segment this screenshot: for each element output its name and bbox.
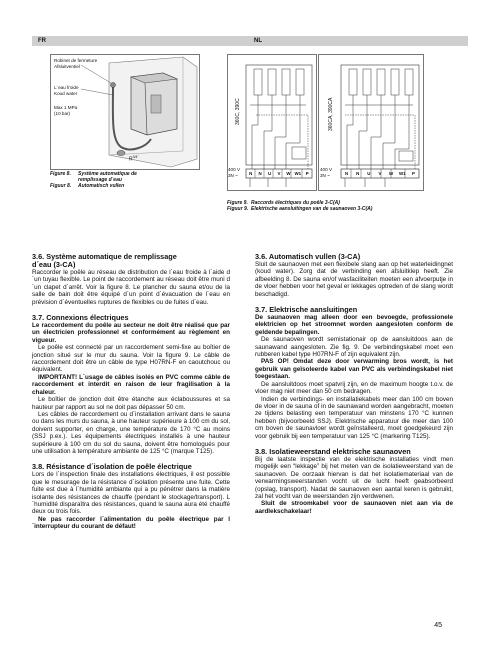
fr-s38-warning: Ne pas raccorder l´alimentation du poêle électrique par l´interrupteur du courant de défaut! [32,515,230,531]
terminal-p-6: P [411,171,415,176]
fig9-voltage-left-2: 3N ~ [228,173,238,178]
nl-section-3-6 [255,253,453,298]
nl-s38-warning: Sluit de stroomkabel voor de saunaoven niet aan via de aardlekschakelaar! [255,500,453,515]
figure-8-illustration [51,55,199,169]
language-tab-nl [248,36,468,46]
fig9-voltage-right-2: 3N ~ [320,173,330,178]
nl-s37-body-2: De aansluitdoos moet spatvrij zijn, en de maximum hoogte t.o.v. de vloer mag niet meer dan 50 cm bedragen. [255,380,453,396]
fr-s37-warning-2: IMPORTANT! L´usage de câbles isolés en PVC comme câble de raccordement et interdit en raison de leur fragilisation à la chaleur. [32,373,230,396]
nl-section-3-8 [255,448,453,515]
fig9-caption-nl-number: Figuur 9. [227,206,249,212]
fig8-caption-fr-number: Figure 8. [50,171,71,177]
terminal-n-0: N [344,171,349,176]
terminal-v-3: V [277,171,281,176]
nl-section-3-7-title: 3.7. Elektrische aansluitingen [255,305,358,315]
fig8-label-valve-nl: Afsluitventiel [54,64,80,69]
fig9-caption-fr-text: Raccords électriques du poêle 3-C(A) [251,200,340,206]
fig9-caption-nl-text: Elektrische aansluitingen van de saunaoven 3-C(A) [251,206,373,212]
nl-s37-warning-2: PAS OP! Omdat deze door verwarming bros wordt, is het gebruik van geïsoleerde kabel van PVC als verbindingskabel niet toegestaan. [255,358,453,381]
nl-s37-warning-1: De saunaoven mag alleen door een bevoegde, professionele elektricien op het stroomnet worden aangesloten conform de geldende bepalingen. [255,314,453,336]
fig8-caption-nl-number: Figuur 8. [50,183,72,189]
terminal-n-1: N [258,171,262,176]
nl-section-3-7 [255,306,453,440]
fig8-label-fitting [129,155,139,163]
terminal-w-4: W [389,171,394,176]
figure-8-caption-nl [50,183,124,189]
page-number: 45 [434,622,442,629]
fig9-voltage-right-1: 400 V [320,167,333,172]
nl-s38-body: Bij de laatste inspectie van de elektrische installaties vindt men mogelijk een “lekkage” bij het meten van de isolatieweerstand van de saunaoven. De oorzaak hiervan is dat het isolatiemateriaal van de verwarmingsweerstanden vocht uit de lucht heeft geabsorbeerd (opslag, transport). Nadat de saunaoven een aantal keren is gebruikt, zal het vocht van de weerstanden zijn verdwenen. [255,455,453,500]
terminal-n-1: N [356,171,360,176]
figure-8-water-fill-diagram [50,54,200,170]
language-label-nl: NL [254,38,262,44]
fr-s37-body-2: Le boîtier de jonction doit être étanche aux éclaboussures et sa hauteur par rapport au sol ne doit pas dépasser 50 cm. [32,396,230,411]
fig8-label-water-fr: L´eau froide [54,85,79,90]
terminal-n-0: N [249,171,253,176]
language-label-fr: FR [38,38,46,44]
terminal-w1-5: W1 [294,171,302,176]
fig9-model-label-left: 360C, 390C [235,98,241,125]
terminal-w-4: W [286,171,291,176]
fig9-model-label-right: 360CA, 390CA [328,97,334,131]
fig8-label-water-nl: Koud water [54,91,78,96]
figure-9-caption-nl [227,206,372,212]
figure-9-wiring-3ca-illustration [319,55,423,190]
fig8-label-r: R [129,156,133,163]
french-text-column [32,253,230,539]
fr-s36-body: Raccorder le poêle au réseau de distribution de l´eau froide à l´aide d´un tuyau flexible. Le point de raccordement au réseau doit être muni d´un clapet d´arrêt. Voir la figure 8. Le plancher du sauna et/ou de la salle de bain doit être équipé d´un point d´évacuation de l´eau en prévision d´éventuelles ruptures de flexibles ou de fuites d´eau. [32,269,230,306]
fr-section-3-8-title: 3.8. Résistance d´isolation de poêle électrique [32,462,192,472]
fr-s38-body: Lors de l´inspection finale des installations électriques, il est possible que le mesurage de la résistance d´isolation présente une fuite. Cette fuite est due à l´humidité ambiante qui a pu pénétrer dans la matière isolante des résistances de chauffe (pendant le stockage/transport). L´humidité disparaîtra des résistances, quand le sauna aura été chauffé deux ou trois fois. [32,471,230,516]
nl-s37-body-3: Indien de verbindings- en installatiekabels meer dan 100 cm boven de vloer in de sauna of in de saunawand worden aangebracht, moeten ze tijdens belasting een temperatuur van minstens 170 °C kunnen hebben (bijvoorbeeld SSJ). Elektrische apparatuur die meer dan 100 cm boven de saunavloer wordt geïnstalleerd, moet goedgekeurd zijn voor gebruik bij een temperatuur van 125 °C (markering T125). [255,395,453,440]
language-tab-fr [32,36,252,46]
fr-s36-title-line2: d´eau (3-CA) [32,260,76,269]
fr-s37-warning-1: Le raccordement du poêle au secteur ne doit être réalisé que par un électricien professionnel et conformément au règlement en vigueur. [32,322,230,344]
dutch-text-column [255,253,453,523]
fig9-voltage-left-1: 400 V [228,167,241,172]
terminal-v-3: V [378,171,382,176]
terminal-u-2: U [367,171,371,176]
terminal-w1-5: W1 [398,171,406,176]
fr-s36-title-line1: 3.6. Système automatique de remplissage [32,252,177,261]
fig8-label-valve-fr: Robinet de fermeture [54,58,98,63]
fr-section-3-6-title [32,253,230,269]
fr-section-3-7 [32,314,230,455]
fig9-terminal-strip-right [341,171,419,177]
fr-section-3-8 [32,463,230,530]
fr-s37-body-3: Les câbles de raccordement ou d´installation arrivant dans le sauna ou dans les murs du sauna, à une hauteur supérieure à 100 cm du sol, doivent supporter, en charge, une température de 170 °C au moins (SSJ p.ex.). Les équipements électriques installés à une hauteur supérieure à 100 cm du sol du sauna, doivent être homologués pour une utilisation à température ambiante de 125 °C (marque T125). [32,410,230,455]
nl-section-3-6-title: 3.6. Automatisch vullen (3-CA) [255,252,361,261]
fig9-caption-fr-number: Figure 9. [227,200,248,206]
fig8-label-r-size: 3/4" [132,155,139,159]
terminal-p-6: P [305,171,309,176]
figure-9-wiring-3c [227,54,317,191]
nl-section-3-8-title: 3.8. Isolatieweerstand elektrische saunaoven [255,446,411,456]
fr-section-3-7-title: 3.7. Connexions électriques [32,313,129,323]
fig8-label-bar: (10 bar) [54,111,71,116]
figure-9-wiring-3ca [318,54,424,191]
fr-s37-body-1: Le poêle est connecté par un raccordement semi-fixe au boîtier de jonction situé sur le mur du sauna. Voir la figure 9. Le câble de raccordement doit être un câble de type H07RN-F en caoutchouc ou équivalent. [32,344,230,374]
fig8-label-pressure: Max 1 MPa [54,105,78,110]
fig8-caption-nl-text: Automatisch vullen [78,183,125,189]
fig8-caption-fr-text-1: Système automatique de [78,171,137,177]
nl-s37-body-1: De saunaoven wordt semistationair op de aansluitdoos aan de saunawand aangesloten. Zie fig. 9. De verbindingskabel moet een rubberen kabel type H07RN-F of zijn equivalent zijn. [255,336,453,359]
fr-section-3-6 [32,253,230,306]
fig9-terminal-strip-left [246,171,312,177]
nl-s36-body: Sluit de saunaoven met een flexibele slang aan op het waterleidingnet (koud water). Zorg dat de verbinding een afsluitklep heeft. Zie afbeelding 8. De sauna en/of wasfaciliteiten moeten een afvoerputje in de vloer hebben voor het geval er lekkages optreden of de slang wordt beschadigd. [255,261,453,298]
fig8-caption-fr-text-2: remplissage d´eau [78,177,122,183]
terminal-u-2: U [267,171,272,176]
